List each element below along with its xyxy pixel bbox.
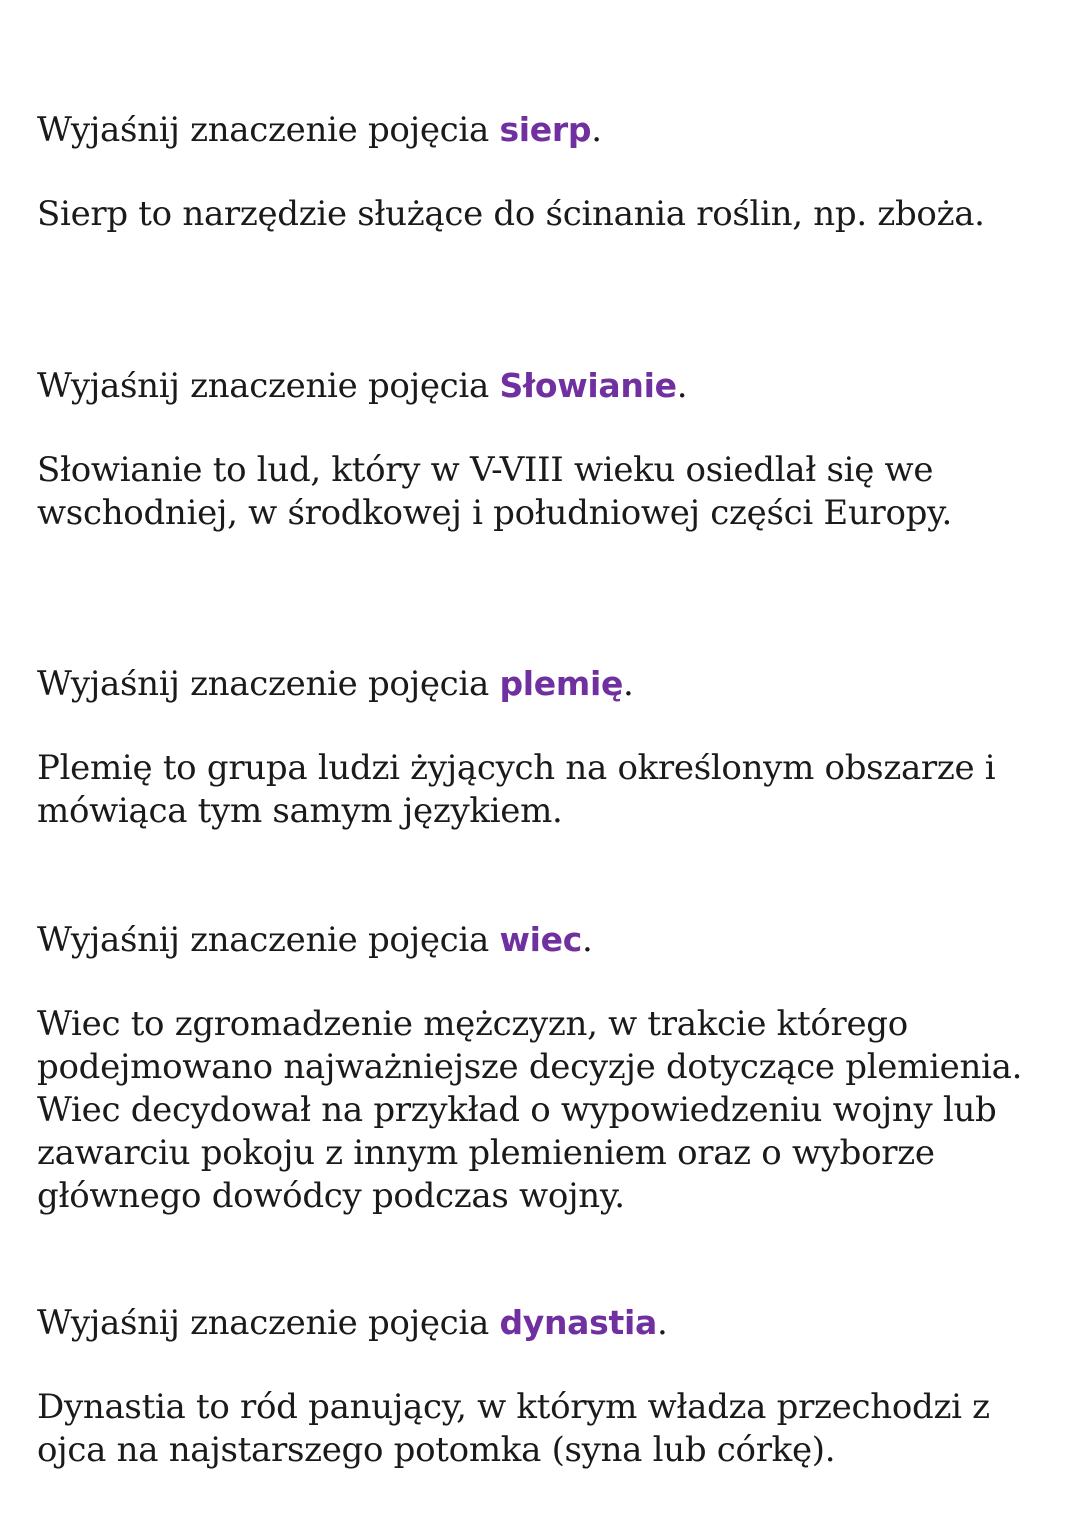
answer-wiec: Wiec to zgromadzenie mężczyzn, w trakcie którego podejmowano najważniejsze decyzje dotyczące plemienia. Wiec decydował na przykład o wypowiedzeniu wojny lub zawarciu pokoju z innym plemieniem oraz o wyborze głównego dowódcy podczas wojny. xyxy=(37,1004,1023,1216)
term-dynastia: dynastia xyxy=(499,1303,657,1342)
question-dynastia xyxy=(37,1301,667,1345)
answer-plemie: Plemię to grupa ludzi żyjących na określonym obszarze i mówiąca tym samym językiem. xyxy=(37,748,996,831)
term-wiec: wiec xyxy=(499,920,582,959)
question-prompt: Wyjaśnij znaczenie pojęcia xyxy=(37,110,500,150)
question-slowianie xyxy=(37,364,687,408)
question-plemie xyxy=(37,662,634,706)
question-end: . xyxy=(582,920,593,960)
answer-sierp: Sierp to narzędzie służące do ścinania roślin, np. zboża. xyxy=(37,194,985,234)
question-end: . xyxy=(676,366,688,406)
question-end: . xyxy=(623,664,634,704)
term-slowianie: Słowianie xyxy=(499,366,677,405)
answer-slowianie: Słowianie to lud, który w V-VIII wieku osiedlał się we wschodniej, w środkowej i południowej części Europy. xyxy=(37,450,953,533)
term-plemie: plemię xyxy=(499,664,624,703)
question-prompt: Wyjaśnij znaczenie pojęcia xyxy=(37,920,500,960)
term-sierp: sierp xyxy=(499,110,592,149)
question-end: . xyxy=(591,110,602,150)
answer-dynastia: Dynastia to ród panujący, w którym władza przechodzi z ojca na najstarszego potomka (syna lub córkę). xyxy=(37,1387,990,1470)
question-sierp xyxy=(37,108,602,152)
question-wiec xyxy=(37,918,593,962)
question-end: . xyxy=(656,1303,668,1343)
question-prompt: Wyjaśnij znaczenie pojęcia xyxy=(37,664,500,704)
question-prompt: Wyjaśnij znaczenie pojęcia xyxy=(37,366,500,406)
question-prompt: Wyjaśnij znaczenie pojęcia xyxy=(37,1303,500,1343)
